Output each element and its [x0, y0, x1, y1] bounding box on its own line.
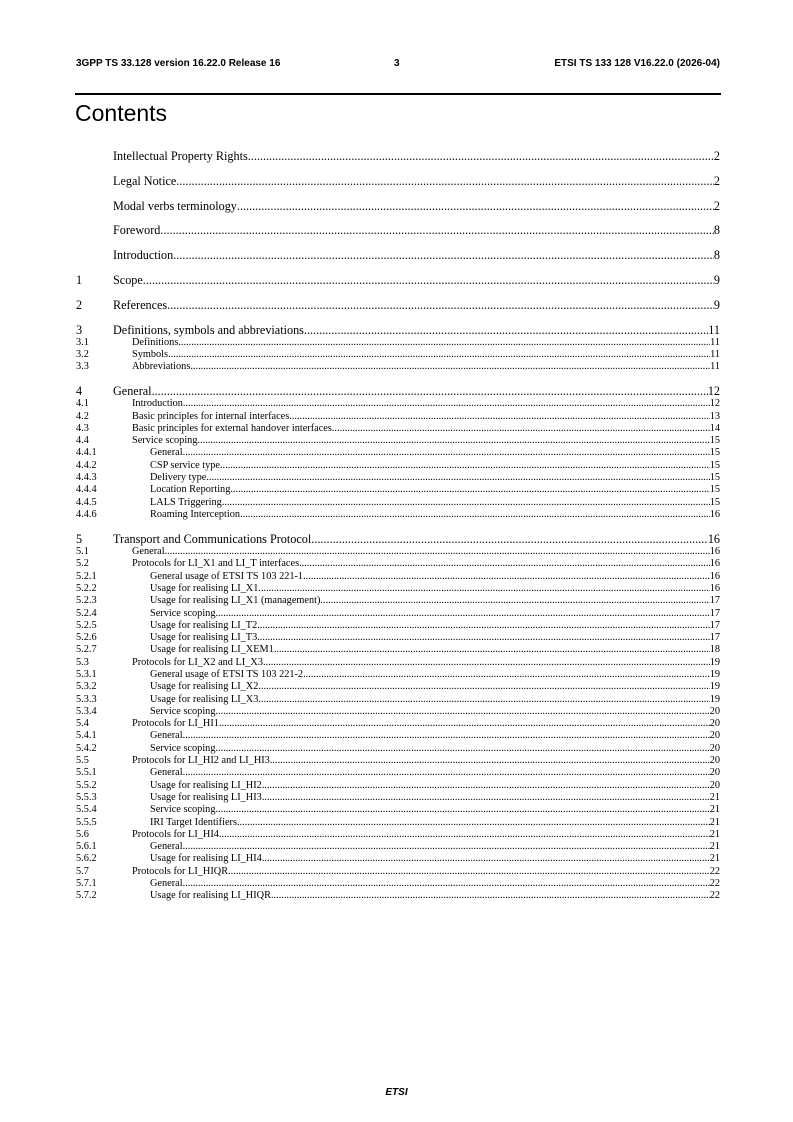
toc-entry-number: 5.5.2: [76, 779, 97, 791]
toc-entry-number: 5.7.1: [76, 878, 97, 890]
toc-entry-number: 5: [76, 532, 83, 547]
toc-entry-title[interactable]: Transport and Communications Protocol: [113, 532, 312, 547]
toc-entry-title[interactable]: Usage for realising LI_HI2: [150, 779, 262, 791]
toc-dot-leader: [237, 199, 714, 213]
toc-entry-title[interactable]: Scope: [113, 272, 143, 287]
toc-entry[interactable]: [76, 149, 720, 163]
toc-entry[interactable]: [76, 755, 720, 767]
toc-entry-page: 17: [709, 619, 720, 631]
toc-entry-number: 4.4.6: [76, 508, 97, 520]
toc-entry-page: 20: [709, 767, 720, 779]
toc-entry-title[interactable]: Usage for realising LI_X1: [150, 582, 259, 594]
toc-entry-number: 5.3.4: [76, 705, 97, 717]
toc-entry[interactable]: [76, 199, 720, 213]
toc-entry-number: 5.4: [76, 718, 89, 730]
toc-entry-page: 9: [713, 297, 720, 312]
toc-dot-leader: [311, 532, 708, 546]
toc-entry-title[interactable]: Protocols for LI_HI4: [132, 828, 219, 840]
toc-entry[interactable]: [76, 460, 720, 472]
toc-dot-leader: [190, 361, 710, 373]
toc-entry-number: 5.5.1: [76, 767, 97, 779]
toc-entry-title[interactable]: Protocols for LI_HI2 and LI_HI3: [132, 755, 270, 767]
toc-entry-number: 4.4.1: [76, 447, 97, 459]
toc-entry-title[interactable]: Modal verbs terminology: [113, 198, 237, 213]
toc-entry-page: 20: [709, 755, 720, 767]
toc-entry-number: 5.4.2: [76, 742, 97, 754]
footer-etsi: ETSI: [385, 1087, 408, 1098]
toc-entry[interactable]: [76, 780, 720, 792]
toc-entry-title[interactable]: General: [150, 841, 183, 853]
toc-dot-leader: [237, 817, 710, 829]
toc-entry-title[interactable]: IRI Target Identifiers: [150, 816, 237, 828]
toc-dot-leader: [222, 497, 710, 509]
toc-entry-title[interactable]: Intellectual Property Rights: [113, 149, 248, 163]
toc-dot-leader: [152, 384, 708, 398]
toc-dot-leader: [270, 755, 710, 767]
toc-entry-page: 19: [709, 681, 720, 693]
toc-entry[interactable]: [76, 349, 720, 361]
toc-entry-page: 2: [713, 149, 720, 163]
toc-entry-title[interactable]: Usage for realising LI_T3: [150, 632, 258, 644]
toc-entry[interactable]: [76, 571, 720, 583]
toc-entry-number: 5.3.3: [76, 693, 97, 705]
toc-entry-number: 1: [76, 272, 83, 287]
toc-entry[interactable]: [76, 337, 720, 349]
toc-entry[interactable]: [76, 472, 720, 484]
toc-entry-number: 5.3: [76, 656, 89, 668]
toc-entry-title[interactable]: General: [132, 546, 165, 558]
toc-entry-page: 22: [709, 865, 720, 877]
toc-entry[interactable]: [76, 447, 720, 459]
toc-dot-leader: [228, 866, 710, 878]
toc-entry-title[interactable]: Protocols for LI_HIQR: [132, 865, 229, 877]
toc-entry-number: 4.4.5: [76, 496, 97, 508]
toc-entry-number: 4.4.4: [76, 484, 97, 496]
toc-entry-number: 5.2: [76, 558, 89, 570]
toc-entry[interactable]: [76, 323, 720, 337]
toc-dot-leader: [173, 248, 714, 262]
toc-entry-page: 18: [709, 644, 720, 656]
toc-entry-page: 21: [709, 853, 720, 865]
toc-dot-leader: [183, 878, 710, 890]
toc-entry-number: 4.1: [76, 398, 89, 410]
toc-entry-page: 16: [709, 546, 720, 558]
toc-entry-title[interactable]: Basic principles for internal interfaces: [132, 410, 290, 422]
toc-entry-page: 21: [709, 816, 720, 828]
toc-entry[interactable]: [76, 546, 720, 558]
toc-entry[interactable]: [76, 657, 720, 669]
toc-dot-leader: [183, 447, 710, 459]
toc-entry-page: 17: [709, 607, 720, 619]
toc-entry-title[interactable]: CSP service type: [150, 459, 220, 471]
header-spec-version: 3GPP TS 33.128 version 16.22.0 Release 16: [76, 58, 281, 69]
toc-entry-title[interactable]: General: [150, 767, 183, 779]
toc-entry-title[interactable]: General usage of ETSI TS 103 221-1: [150, 570, 304, 582]
toc-dot-leader: [178, 337, 710, 349]
toc-entry-page: 15: [709, 459, 720, 471]
toc-dot-leader: [263, 657, 710, 669]
toc-dot-leader: [215, 608, 709, 620]
toc-entry[interactable]: [76, 273, 720, 287]
toc-entry[interactable]: [76, 361, 720, 373]
toc-entry-page: 16: [707, 532, 720, 547]
toc-entry[interactable]: [76, 620, 720, 632]
toc-entry-page: 15: [709, 447, 720, 459]
toc-entry-page: 21: [709, 841, 720, 853]
toc-entry[interactable]: [76, 435, 720, 447]
toc-dot-leader: [258, 694, 709, 706]
toc-entry[interactable]: [76, 223, 720, 237]
toc-entry-number: 2: [76, 297, 83, 312]
toc-entry-page: 16: [709, 508, 720, 520]
toc-entry-title[interactable]: Usage for realising LI_X1 (management): [150, 595, 321, 607]
toc-entry-number: 3.1: [76, 336, 89, 348]
toc-entry-number: 5.2.1: [76, 570, 97, 582]
toc-entry-number: 5.5.5: [76, 816, 97, 828]
toc-dot-leader: [274, 644, 710, 656]
toc-dot-leader: [165, 546, 710, 558]
toc-entry-page: 15: [709, 496, 720, 508]
toc-entry-number: 3: [76, 322, 83, 337]
toc-entry-title[interactable]: Introduction: [113, 248, 174, 263]
toc-entry-number: 4.3: [76, 422, 89, 434]
toc-entry-title[interactable]: Service scoping: [132, 435, 198, 447]
toc-entry[interactable]: [76, 509, 720, 521]
toc-entry-number: 5.2.7: [76, 644, 97, 656]
toc-entry-page: 21: [709, 804, 720, 816]
toc-entry-title[interactable]: General: [150, 878, 183, 890]
toc-entry-page: 8: [713, 223, 720, 238]
toc-entry-number: 5.2.2: [76, 582, 97, 594]
toc-entry[interactable]: [76, 497, 720, 509]
table-of-contents: [76, 145, 720, 903]
toc-entry-title[interactable]: Usage for realising LI_X3: [150, 693, 259, 705]
toc-entry[interactable]: [76, 743, 720, 755]
toc-entry-page: 11: [710, 361, 720, 373]
toc-entry-number: 5.2.3: [76, 595, 97, 607]
toc-entry-title[interactable]: Protocols for LI_HI1: [132, 718, 219, 730]
toc-dot-leader: [219, 718, 710, 730]
toc-entry[interactable]: [76, 767, 720, 779]
header-etsi-reference: ETSI TS 133 128 V16.22.0 (2026-04): [554, 58, 720, 69]
toc-entry[interactable]: [76, 583, 720, 595]
toc-entry-page: 14: [709, 422, 720, 434]
toc-entry-title[interactable]: Service scoping: [150, 705, 216, 717]
toc-entry-title[interactable]: Usage for realising LI_XEM1: [150, 644, 274, 656]
toc-entry-title[interactable]: Legal Notice: [113, 173, 177, 188]
toc-dot-leader: [320, 595, 709, 607]
toc-entry[interactable]: [76, 384, 720, 398]
toc-entry-page: 19: [709, 656, 720, 668]
toc-entry-title[interactable]: Abbreviations: [132, 361, 191, 373]
toc-entry-page: 2: [713, 198, 720, 213]
toc-entry-page: 20: [709, 779, 720, 791]
toc-dot-leader: [258, 583, 709, 595]
toc-entry-page: 17: [709, 595, 720, 607]
toc-entry-number: 4.4.2: [76, 459, 97, 471]
toc-entry[interactable]: [76, 804, 720, 816]
header-page-number: 3: [394, 58, 400, 69]
toc-entry-page: 17: [709, 632, 720, 644]
toc-entry[interactable]: [76, 841, 720, 853]
toc-dot-leader: [248, 149, 714, 163]
toc-entry-page: 20: [709, 705, 720, 717]
toc-entry-page: 22: [709, 890, 720, 902]
toc-dot-leader: [258, 681, 709, 693]
toc-entry[interactable]: [76, 298, 720, 312]
toc-dot-leader: [183, 841, 710, 853]
toc-entry-title[interactable]: Usage for realising LI_T2: [150, 619, 258, 631]
toc-entry[interactable]: [76, 681, 720, 693]
toc-entry-title[interactable]: References: [113, 297, 168, 312]
toc-entry-title[interactable]: Usage for realising LI_HIQR: [150, 890, 271, 902]
toc-entry[interactable]: [76, 484, 720, 496]
toc-entry[interactable]: [76, 853, 720, 865]
toc-entry-title[interactable]: Definitions, symbols and abbreviations: [113, 322, 304, 337]
toc-entry-number: 5.3.2: [76, 681, 97, 693]
toc-entry-number: 4.4: [76, 435, 89, 447]
toc-entry-page: 9: [713, 272, 720, 287]
toc-entry[interactable]: [76, 398, 720, 410]
toc-entry[interactable]: [76, 174, 720, 188]
toc-entry-page: 16: [709, 582, 720, 594]
toc-entry-page: 20: [709, 742, 720, 754]
toc-entry[interactable]: [76, 248, 720, 262]
toc-entry-page: 19: [709, 693, 720, 705]
toc-entry-title[interactable]: General usage of ETSI TS 103 221-2: [150, 669, 304, 680]
toc-entry-number: 5.3.1: [76, 669, 97, 680]
toc-entry-page: 16: [709, 570, 720, 582]
toc-entry-title[interactable]: Symbols: [132, 348, 169, 360]
toc-entry-number: 5.7: [76, 865, 89, 877]
page-title: Contents: [75, 100, 168, 126]
toc-dot-leader: [183, 730, 710, 742]
toc-dot-leader: [215, 743, 709, 755]
toc-entry-page: 19: [709, 669, 720, 680]
toc-entry[interactable]: [76, 718, 720, 730]
toc-entry[interactable]: [76, 423, 720, 435]
toc-dot-leader: [206, 472, 709, 484]
toc-entry-number: 5.1: [76, 546, 89, 558]
toc-entry-page: 15: [709, 435, 720, 447]
toc-entry[interactable]: [76, 792, 720, 804]
toc-entry-page: 15: [709, 472, 720, 484]
toc-entry-number: 4.2: [76, 410, 89, 422]
toc-entry-number: 5.6.1: [76, 841, 97, 853]
toc-dot-leader: [143, 273, 714, 287]
toc-entry-page: 2: [713, 173, 720, 188]
toc-entry-title[interactable]: Protocols for LI_X1 and LI_T interfaces: [132, 558, 300, 570]
toc-entry[interactable]: [76, 608, 720, 620]
toc-entry[interactable]: [76, 878, 720, 890]
toc-dot-leader: [197, 435, 709, 447]
toc-dot-leader: [257, 632, 709, 644]
toc-entry-title[interactable]: Delivery type: [150, 472, 207, 484]
toc-entry-number: 3.3: [76, 361, 89, 373]
toc-entry[interactable]: [76, 532, 720, 546]
toc-dot-leader: [220, 460, 710, 472]
toc-entry[interactable]: [76, 890, 720, 902]
toc-entry-page: 8: [713, 248, 720, 263]
toc-entry-title[interactable]: Usage for realising LI_HI3: [150, 791, 262, 803]
toc-entry-page: 20: [709, 718, 720, 730]
toc-entry-number: 4: [76, 384, 83, 399]
toc-dot-leader: [257, 620, 709, 632]
toc-entry-page: 21: [709, 791, 720, 803]
toc-entry[interactable]: [76, 694, 720, 706]
toc-dot-leader: [299, 558, 710, 570]
toc-dot-leader: [303, 571, 710, 583]
toc-dot-leader: [262, 780, 710, 792]
toc-entry[interactable]: [76, 866, 720, 878]
toc-dot-leader: [240, 509, 710, 521]
toc-entry-number: 3.2: [76, 348, 89, 360]
toc-entry-page: 11: [710, 348, 720, 360]
toc-dot-leader: [230, 484, 709, 496]
toc-entry-title[interactable]: Introduction: [132, 398, 183, 410]
toc-entry-number: 4.4.3: [76, 472, 97, 484]
toc-dot-leader: [332, 423, 710, 435]
toc-entry[interactable]: [76, 632, 720, 644]
toc-entry[interactable]: [76, 829, 720, 841]
toc-entry-title[interactable]: LALS Triggering: [150, 496, 222, 508]
toc-entry-number: 5.5: [76, 755, 89, 767]
toc-entry[interactable]: [76, 706, 720, 718]
toc-dot-leader: [160, 223, 714, 237]
toc-dot-leader: [183, 767, 710, 779]
toc-entry-title[interactable]: Usage for realising LI_X2: [150, 681, 259, 693]
toc-entry-page: 12: [707, 384, 720, 399]
toc-entry-page: 11: [710, 336, 720, 348]
toc-entry-title[interactable]: Service scoping: [150, 607, 216, 619]
toc-dot-leader: [215, 804, 709, 816]
toc-entry-title[interactable]: General: [150, 447, 183, 459]
toc-entry-title[interactable]: Protocols for LI_X2 and LI_X3: [132, 656, 263, 668]
toc-entry-page: 12: [709, 398, 720, 410]
toc-entry[interactable]: [76, 669, 720, 681]
toc-dot-leader: [289, 411, 709, 423]
toc-entry-page: 20: [709, 730, 720, 742]
toc-entry-number: 5.2.6: [76, 632, 97, 644]
toc-entry-title[interactable]: General: [150, 730, 183, 742]
toc-entry-number: 5.6: [76, 828, 89, 840]
toc-entry-title[interactable]: Basic principles for external handover interfaces: [132, 422, 332, 434]
toc-entry-title[interactable]: Foreword: [113, 223, 161, 238]
toc-entry-title[interactable]: Location Reporting: [150, 484, 231, 496]
page-header: [76, 58, 720, 72]
toc-dot-leader: [215, 706, 709, 718]
toc-entry[interactable]: [76, 730, 720, 742]
toc-entry-title[interactable]: Usage for realising LI_HI4: [150, 853, 262, 865]
toc-dot-leader: [262, 792, 710, 804]
toc-entry-number: 5.2.5: [76, 619, 97, 631]
toc-entry[interactable]: [76, 558, 720, 570]
toc-dot-leader: [303, 669, 710, 681]
toc-entry-page: 15: [709, 484, 720, 496]
toc-entry-title[interactable]: Service scoping: [150, 804, 216, 816]
header-rule: [75, 93, 721, 95]
toc-entry-page: 13: [709, 410, 720, 422]
toc-entry[interactable]: [76, 644, 720, 656]
toc-entry-title[interactable]: Service scoping: [150, 742, 216, 754]
toc-entry-number: 5.5.4: [76, 804, 97, 816]
toc-dot-leader: [168, 349, 710, 361]
toc-entry-title[interactable]: Roaming Interception: [150, 508, 241, 520]
toc-dot-leader: [271, 890, 710, 902]
toc-entry[interactable]: [76, 595, 720, 607]
toc-entry-title[interactable]: General: [113, 384, 152, 399]
toc-entry-number: 5.7.2: [76, 890, 97, 902]
toc-entry-number: 5.5.3: [76, 791, 97, 803]
toc-dot-leader: [219, 829, 710, 841]
toc-entry[interactable]: [76, 817, 720, 829]
toc-dot-leader: [262, 853, 710, 865]
toc-entry-number: 5.2.4: [76, 607, 97, 619]
toc-entry-page: 16: [709, 558, 720, 570]
toc-entry-number: 5.6.2: [76, 853, 97, 865]
toc-entry-number: 5.4.1: [76, 730, 97, 742]
toc-dot-leader: [167, 298, 714, 312]
toc-entry-page: 21: [709, 828, 720, 840]
toc-dot-leader: [183, 398, 710, 410]
toc-entry-page: 11: [708, 322, 720, 337]
toc-dot-leader: [176, 174, 714, 188]
toc-entry-title[interactable]: Definitions: [132, 336, 179, 348]
toc-dot-leader: [304, 323, 708, 337]
toc-entry-page: 22: [709, 878, 720, 890]
toc-entry[interactable]: [76, 411, 720, 423]
